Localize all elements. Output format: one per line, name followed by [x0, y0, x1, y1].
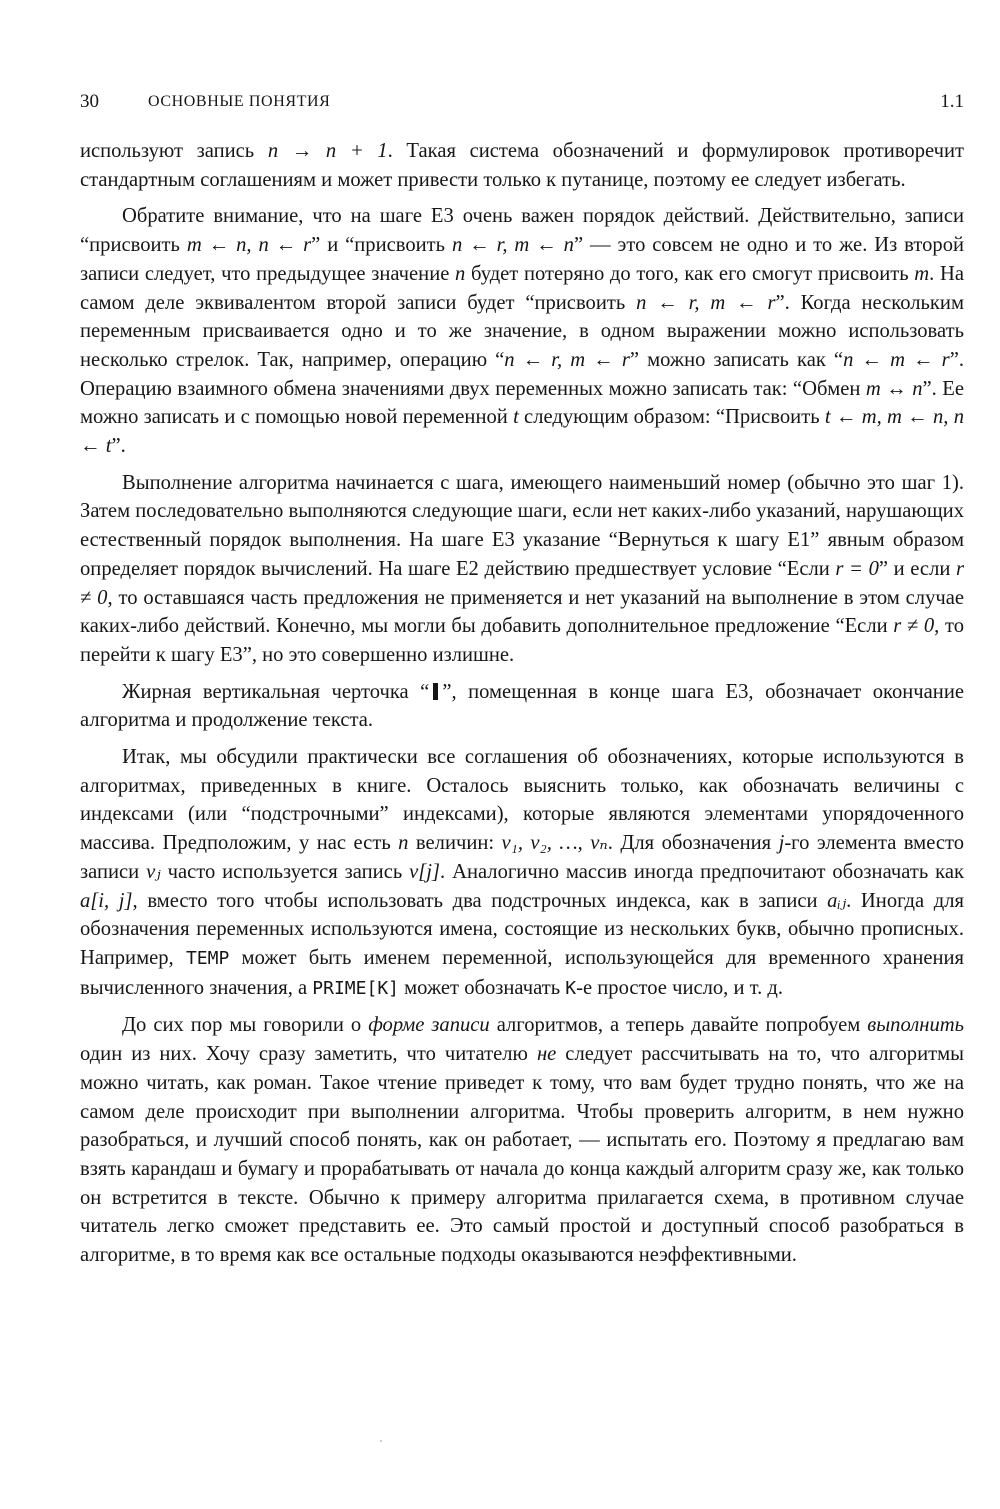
math: t ← m, m ← n, n ← t — [80, 406, 964, 458]
page-header — [80, 88, 964, 116]
text: . Иногда для обозначения переменных используются имена, состоящие из нескольких букв, обычно прописных. Например, — [80, 889, 964, 969]
paragraph-5 — [80, 743, 964, 1003]
text: следует рассчитывать на то, что алгоритмы можно читать, как роман. Такое чтение приведет к тому, что вам будет трудно понять, что же на самом деле происходит при выполнении алгоритма. Чтобы проверить алгоритм, в нем нужно разобраться, и лучший способ понять, как он работает, — испытать его. Поэтому я предлагаю вам взять карандаш и бумагу и прорабатывать от начала до конца каждый алгоритм сразу же, как только он встретится в тексте. Обычно к примеру алгоритма прилагается схема, в противном случае читатель легко сможет представить ее. Это самый простой и доступный способ разобраться в алгоритме, в то время как все остальные подходы оказываются неэффективными. — [80, 1043, 964, 1267]
math: n ← m ← r — [843, 348, 950, 371]
math: v₁, v₂, …, vₙ — [501, 832, 608, 855]
math: r ≠ 0 — [893, 615, 935, 638]
paragraph-6 — [80, 1011, 964, 1269]
math: a[i, j] — [80, 889, 133, 912]
text: Обратите внимание, что на шаге E3 очень важен порядок действий. Действительно, записи “присвоить — [80, 205, 964, 257]
text: . Такая система обозначений и формулировок противоречит стандартным соглашениям и может привести только к путанице, поэтому ее следует избегать. — [80, 140, 964, 191]
text: , вместо того чтобы использовать два подстрочных индекса, как в записи — [132, 889, 828, 912]
section-number: 1.1 — [940, 91, 964, 112]
math: j — [778, 832, 785, 855]
math: n ← r, m ← n — [451, 234, 574, 257]
paragraph-3 — [80, 469, 964, 670]
paragraph-4 — [80, 678, 964, 735]
text: один из них. Хочу сразу заметить, что читателю — [80, 1043, 537, 1066]
math: n ← r, m ← r — [504, 348, 630, 371]
scan-speck — [380, 1440, 382, 1442]
emphasis: выполнить — [867, 1014, 964, 1037]
text: ” и если — [878, 557, 956, 580]
text: ”. Когда нескольким переменным присваивается одно и то же значение, в одном выражении можно использовать несколько стрелок. Так, например, операцию “ — [80, 291, 964, 371]
text: . Аналогично массив иногда предпочитают обозначать как — [440, 860, 964, 883]
text: может быть именем переменной, использующейся для временного хранения вычисленного значения, а — [80, 946, 964, 999]
text: часто используется запись — [160, 860, 410, 883]
emphasis: форме записи — [368, 1014, 490, 1037]
text: , то оставшаяся часть предложения не применяется и нет указаний на выполнение в этом случае каких-либо действий. Конечно, мы могли бы добавить дополнительное предложение “Если — [80, 586, 964, 638]
text: следующим образом: “Присвоить — [518, 406, 825, 429]
text: алгоритмов, а теперь давайте попробуем — [489, 1014, 868, 1037]
text: ” и “присвоить — [311, 234, 452, 257]
math: n → n + 1 — [267, 140, 388, 162]
text: , то перейти к шагу E3”, но это совершенно излишне. — [80, 615, 964, 666]
text: -е простое число, и т. д. — [576, 976, 784, 999]
math: m ← n, n ← r — [186, 234, 312, 257]
math: m — [914, 262, 930, 285]
math: n — [455, 262, 466, 285]
code: PRIME[K] — [312, 977, 399, 999]
text: будет потеряно до того, как его смогут присвоить — [465, 262, 915, 285]
math: aᵢⱼ — [827, 889, 847, 912]
text: Выполнение алгоритма начинается с шага, имеющего наименьший номер (обычно это шаг 1). Затем последовательно выполняются следующие шаги, если нет каких-либо указаний, нарушающих естественный порядок выполнения. На шаге E3 указание “Вернуться к шагу E1” явным образом определяет порядок вычислений. На шаге E2 действию предшествует условие “Если — [80, 471, 964, 580]
math: n — [398, 832, 409, 855]
math: n ← r, m ← r — [636, 291, 776, 314]
text: Итак, мы обсудили практически все соглашения об обозначениях, которые используются в алгоритмах, приведенных в книге. Осталось выяснить только, как обозначать величины с индексами (или “подстрочными” индексами), которые являются элементами упорядоченного массива. Предположим, у нас есть — [80, 746, 964, 855]
code: K — [565, 977, 577, 999]
page-number: 30 — [80, 91, 99, 112]
text: . На самом деле эквивалентом второй записи будет “присвоить — [80, 262, 965, 314]
math: t — [513, 406, 519, 429]
emphasis: не — [536, 1043, 557, 1066]
text: ” можно записать как “ — [629, 348, 844, 371]
text: Жирная вертикальная черточка “ — [122, 680, 430, 703]
text: ” — это совсем не одно и то же. Из второй записи следует, что предыдущее значение — [80, 234, 965, 285]
math: m ↔ n — [865, 377, 923, 400]
code: TEMP — [185, 947, 230, 969]
text: может обозначать — [399, 976, 566, 999]
math: v[j] — [409, 860, 441, 883]
text: До сих пор мы говорили о — [122, 1014, 369, 1037]
math: vⱼ — [146, 860, 161, 883]
page-body — [80, 137, 964, 1278]
end-of-algorithm-bar-icon — [433, 683, 438, 700]
text: величин: — [408, 832, 502, 855]
math: r ≠ 0 — [80, 557, 964, 609]
paragraph-1 — [80, 137, 964, 194]
text: -го элемента вместо записи — [80, 832, 965, 883]
math: r = 0 — [835, 557, 879, 580]
text: ”, помещенная в конце шага E3, обозначает окончание алгоритма и продолжение текста. — [80, 680, 964, 732]
text: используют запись — [80, 140, 268, 162]
text: . Для обозначения — [607, 832, 779, 855]
paragraph-2 — [80, 202, 964, 460]
text: ”. Ее можно записать и с помощью новой переменной — [80, 377, 964, 429]
running-title: ОСНОВНЫЕ ПОНЯТИЯ — [148, 93, 331, 110]
text: ”. Операцию взаимного обмена значениями двух переменных можно записать так: “Обмен — [80, 348, 964, 400]
text: ”. — [111, 435, 126, 458]
